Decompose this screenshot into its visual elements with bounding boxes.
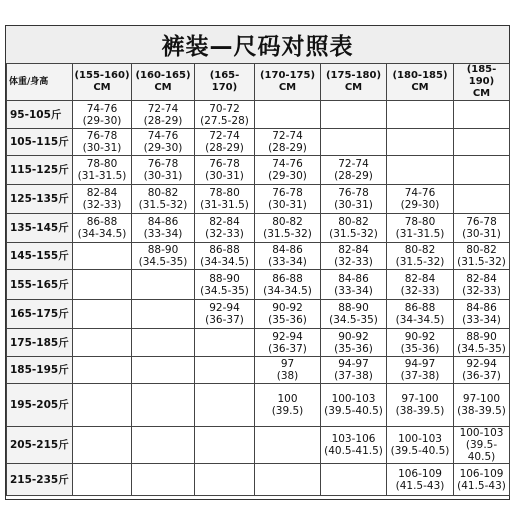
size-inch: (33-34) xyxy=(462,314,501,326)
empty-cell xyxy=(454,129,510,156)
height-col-header: (160-165) CM xyxy=(132,64,195,101)
size-inch: (32-33) xyxy=(462,284,501,297)
size-inch: (28-29) xyxy=(334,170,373,182)
size-cm: 74-76 xyxy=(86,102,118,115)
size-inch: (39.5) xyxy=(271,405,304,417)
size-cm: 76-78 xyxy=(86,130,118,142)
size-cm: 103-106 xyxy=(331,433,376,445)
size-cell xyxy=(387,329,454,357)
size-cell xyxy=(454,329,510,357)
size-cell xyxy=(255,214,321,243)
size-cell xyxy=(321,329,387,357)
height-col-header: (170-175) CM xyxy=(255,64,321,101)
size-inch: (28-29) xyxy=(205,142,244,154)
size-cm: 106-109 xyxy=(459,467,504,480)
size-inch: (36-37) xyxy=(462,370,501,382)
size-cm: 92-94 xyxy=(466,358,497,370)
size-cell xyxy=(321,427,387,464)
size-cell xyxy=(255,270,321,300)
size-inch: (31.5-32) xyxy=(138,199,188,211)
size-cm: 100-103 xyxy=(398,433,442,445)
size-cm: 86-88 xyxy=(209,244,240,256)
size-cm: 88-90 xyxy=(209,272,240,285)
size-inch: (35-36) xyxy=(268,314,307,326)
size-cm: 82-84 xyxy=(466,272,497,285)
empty-cell xyxy=(132,357,195,384)
size-cm: 106-109 xyxy=(398,467,442,480)
empty-cell xyxy=(321,129,387,156)
size-cell xyxy=(255,329,321,357)
size-cm: 78-80 xyxy=(404,216,436,228)
weight-label: 145-155斤 xyxy=(7,243,73,270)
weight-label: 195-205斤 xyxy=(7,384,73,427)
size-inch: (29-30) xyxy=(143,142,183,154)
empty-cell xyxy=(387,129,454,156)
weight-label: 175-185斤 xyxy=(7,329,73,357)
size-cm: 76-78 xyxy=(338,187,369,199)
size-cm: 90-92 xyxy=(404,330,436,343)
size-cm: 97-100 xyxy=(401,393,439,405)
empty-cell xyxy=(132,464,195,496)
empty-cell xyxy=(73,464,132,496)
size-cm: 97 xyxy=(280,358,295,370)
size-cm: 84-86 xyxy=(272,244,303,256)
size-cell xyxy=(321,214,387,243)
size-inch: (29-30) xyxy=(82,114,122,127)
empty-cell xyxy=(73,270,132,300)
size-cell xyxy=(132,243,195,270)
size-cell xyxy=(132,214,195,243)
table-row xyxy=(7,243,510,270)
chart-title: 裤装—尺码对照表 xyxy=(6,26,509,64)
size-cell xyxy=(387,427,454,464)
size-cm: 86-88 xyxy=(272,272,303,285)
size-cm: 78-80 xyxy=(209,187,240,199)
size-cm: 88-90 xyxy=(466,330,497,343)
empty-cell xyxy=(132,427,195,464)
size-cm: 90-92 xyxy=(272,302,303,314)
size-cell xyxy=(321,185,387,214)
size-inch: (37-38) xyxy=(400,370,440,382)
size-cm: 80-82 xyxy=(272,216,303,228)
size-cm: 72-74 xyxy=(147,102,179,115)
size-cm: 80-82 xyxy=(147,187,179,199)
size-cm: 76-78 xyxy=(147,158,179,170)
size-cell xyxy=(454,464,510,496)
size-cell xyxy=(454,300,510,329)
size-inch: (35-36) xyxy=(400,342,440,355)
size-cell xyxy=(255,357,321,384)
empty-cell xyxy=(255,464,321,496)
table-row xyxy=(7,270,510,300)
size-inch: (34.5-35) xyxy=(138,256,188,268)
size-inch: (40.5-41.5) xyxy=(324,445,383,457)
size-cm: 76-78 xyxy=(272,187,303,199)
empty-cell xyxy=(454,101,510,129)
size-inch: (28-29) xyxy=(268,142,307,154)
size-cell xyxy=(73,156,132,185)
size-cell xyxy=(132,129,195,156)
size-cm: 92-94 xyxy=(209,302,240,314)
empty-cell xyxy=(321,101,387,129)
size-cm: 94-97 xyxy=(404,358,436,370)
size-inch: (27.5-28) xyxy=(200,114,249,127)
weight-label: 155-165斤 xyxy=(7,270,73,300)
empty-cell xyxy=(387,101,454,129)
empty-cell xyxy=(195,357,255,384)
table-row xyxy=(7,129,510,156)
size-cm: 82-84 xyxy=(404,272,436,285)
size-cell xyxy=(132,156,195,185)
empty-cell xyxy=(73,243,132,270)
empty-cell xyxy=(195,384,255,427)
size-inch: (30-31) xyxy=(205,170,244,182)
empty-cell xyxy=(454,185,510,214)
size-inch: (33-34) xyxy=(334,284,373,297)
empty-cell xyxy=(73,329,132,357)
size-inch: (31.5-32) xyxy=(329,228,378,240)
size-cell xyxy=(255,185,321,214)
size-cell xyxy=(321,270,387,300)
empty-cell xyxy=(255,101,321,129)
size-cm: 78-80 xyxy=(86,158,118,170)
size-cm: 88-90 xyxy=(338,302,369,314)
size-inch: (29-30) xyxy=(268,170,307,182)
size-cell xyxy=(454,384,510,427)
size-cm: 82-84 xyxy=(338,244,369,256)
size-cm: 100-103 xyxy=(459,427,504,439)
size-inch: (34-34.5) xyxy=(200,256,249,268)
size-cell xyxy=(255,300,321,329)
empty-cell xyxy=(132,384,195,427)
size-cell xyxy=(255,243,321,270)
header-row xyxy=(7,64,510,101)
size-cm: 80-82 xyxy=(338,216,369,228)
empty-cell xyxy=(73,300,132,329)
size-inch: (32-33) xyxy=(205,228,244,240)
size-cm: 84-86 xyxy=(338,272,369,285)
size-cm: 80-82 xyxy=(466,244,497,256)
size-inch: (29-30) xyxy=(400,199,440,211)
height-col-header: (155-160) CM xyxy=(73,64,132,101)
size-inch: (31.5-32) xyxy=(395,256,445,268)
height-col-header: (165- 170) xyxy=(195,64,255,101)
size-cell xyxy=(73,185,132,214)
size-cm: 100-103 xyxy=(331,393,376,405)
size-inch: (36-37) xyxy=(205,314,244,326)
size-inch: (39.5-40.5) xyxy=(390,445,450,457)
size-cell xyxy=(454,243,510,270)
size-inch: (30-31) xyxy=(143,170,183,182)
size-inch: (32-33) xyxy=(400,284,440,297)
size-cm: 84-86 xyxy=(147,216,179,228)
weight-label: 95-105斤 xyxy=(7,101,73,129)
empty-cell xyxy=(73,384,132,427)
size-cell xyxy=(387,357,454,384)
empty-cell xyxy=(132,329,195,357)
size-cm: 74-76 xyxy=(272,158,303,170)
size-cm: 76-78 xyxy=(209,158,240,170)
size-cell xyxy=(321,300,387,329)
size-inch: (30-31) xyxy=(268,199,307,211)
empty-cell xyxy=(321,464,387,496)
size-inch: (37-38) xyxy=(334,370,373,382)
size-cell xyxy=(73,214,132,243)
empty-cell xyxy=(73,357,132,384)
table-row xyxy=(7,427,510,464)
empty-cell xyxy=(255,427,321,464)
size-cm: 70-72 xyxy=(209,102,240,115)
size-inch: (30-31) xyxy=(82,142,122,154)
table-row xyxy=(7,185,510,214)
size-cm: 97-100 xyxy=(462,393,501,405)
table-row xyxy=(7,300,510,329)
size-inch: (36-37) xyxy=(268,342,307,355)
size-inch: (35-36) xyxy=(334,342,373,355)
table-row xyxy=(7,384,510,427)
weight-label: 205-215斤 xyxy=(7,427,73,464)
size-inch: (32-33) xyxy=(334,256,373,268)
table-row xyxy=(7,357,510,384)
size-inch: (39.5-40.5) xyxy=(324,405,383,417)
size-cm: 74-76 xyxy=(404,187,436,199)
size-inch: (31-31.5) xyxy=(200,199,249,211)
size-cell xyxy=(195,243,255,270)
empty-cell xyxy=(195,464,255,496)
size-cell xyxy=(321,384,387,427)
size-inch: (33-34) xyxy=(268,256,307,268)
height-col-header: (180-185) CM xyxy=(387,64,454,101)
size-cell xyxy=(73,101,132,129)
size-inch: (28-29) xyxy=(143,114,183,127)
size-cell xyxy=(195,300,255,329)
size-cm: 88-90 xyxy=(147,244,179,256)
size-inch: (34.5-35) xyxy=(200,284,249,297)
size-cell xyxy=(195,156,255,185)
size-inch: (34-34.5) xyxy=(395,314,445,326)
size-cell xyxy=(454,427,510,464)
weight-label: 115-125斤 xyxy=(7,156,73,185)
size-cell xyxy=(255,156,321,185)
size-cell xyxy=(387,464,454,496)
weight-label: 215-235斤 xyxy=(7,464,73,496)
table-row xyxy=(7,214,510,243)
size-cell xyxy=(255,129,321,156)
table-row xyxy=(7,329,510,357)
weight-label: 165-175斤 xyxy=(7,300,73,329)
height-col-header: (175-180) CM xyxy=(321,64,387,101)
weight-label: 105-115斤 xyxy=(7,129,73,156)
size-cm: 72-74 xyxy=(338,158,369,170)
size-cm: 80-82 xyxy=(404,244,436,256)
empty-cell xyxy=(387,156,454,185)
size-cm: 76-78 xyxy=(466,216,497,228)
size-inch: (38-39.5) xyxy=(457,405,506,417)
size-cm: 84-86 xyxy=(466,302,497,314)
table-row xyxy=(7,156,510,185)
size-cm: 72-74 xyxy=(272,130,303,142)
size-inch: (41.5-43) xyxy=(457,479,506,492)
size-inch: (30-31) xyxy=(462,228,501,240)
size-cm: 82-84 xyxy=(209,216,240,228)
size-cell xyxy=(454,270,510,300)
empty-cell xyxy=(132,270,195,300)
size-inch: (38) xyxy=(276,370,299,382)
empty-cell xyxy=(73,427,132,464)
size-cell xyxy=(132,101,195,129)
size-inch: (38-39.5) xyxy=(395,405,445,417)
size-cm: 86-88 xyxy=(86,216,118,228)
empty-cell xyxy=(132,300,195,329)
size-inch: (32-33) xyxy=(82,199,122,211)
table-row xyxy=(7,464,510,496)
weight-label: 185-195斤 xyxy=(7,357,73,384)
size-inch: (31-31.5) xyxy=(395,228,445,240)
table-row xyxy=(7,101,510,129)
size-cell xyxy=(195,185,255,214)
size-cell xyxy=(255,384,321,427)
height-col-header: (185-190) CM xyxy=(454,64,510,101)
size-cm: 74-76 xyxy=(147,130,179,142)
size-inch: (31-31.5) xyxy=(77,170,127,182)
size-cell xyxy=(387,243,454,270)
empty-cell xyxy=(195,427,255,464)
size-cm: 92-94 xyxy=(272,330,303,343)
size-inch: (34.5-35) xyxy=(329,314,378,326)
size-cell xyxy=(321,243,387,270)
size-cell xyxy=(195,129,255,156)
size-cm: 94-97 xyxy=(338,358,369,370)
size-inch: (39.5-40.5) xyxy=(465,439,498,463)
size-inch: (31.5-32) xyxy=(457,256,506,268)
size-cm: 100 xyxy=(277,393,298,405)
size-cell xyxy=(132,185,195,214)
empty-cell xyxy=(454,156,510,185)
size-cell xyxy=(321,357,387,384)
weight-label: 135-145斤 xyxy=(7,214,73,243)
size-inch: (31.5-32) xyxy=(263,228,312,240)
size-cell xyxy=(454,214,510,243)
size-cell xyxy=(387,300,454,329)
corner-label: 体重/身高 xyxy=(7,64,73,101)
size-chart xyxy=(5,25,510,500)
size-inch: (34-34.5) xyxy=(263,284,312,297)
size-cell xyxy=(195,214,255,243)
size-inch: (34-34.5) xyxy=(77,228,127,240)
size-cell xyxy=(387,214,454,243)
table-body xyxy=(7,101,510,496)
size-cm: 90-92 xyxy=(338,330,369,343)
size-cm: 82-84 xyxy=(86,187,118,199)
size-cell xyxy=(387,185,454,214)
size-cm: 86-88 xyxy=(404,302,436,314)
weight-label: 125-135斤 xyxy=(7,185,73,214)
size-cell xyxy=(321,156,387,185)
size-cell xyxy=(195,101,255,129)
size-cell xyxy=(387,270,454,300)
size-inch: (30-31) xyxy=(334,199,373,211)
size-cm: 72-74 xyxy=(209,130,240,142)
size-cell xyxy=(454,357,510,384)
size-inch: (41.5-43) xyxy=(395,479,445,492)
size-inch: (33-34) xyxy=(143,228,183,240)
size-cell xyxy=(73,129,132,156)
size-cell xyxy=(195,270,255,300)
empty-cell xyxy=(195,329,255,357)
size-table xyxy=(6,63,510,496)
size-cell xyxy=(387,384,454,427)
size-inch: (34.5-35) xyxy=(457,342,506,355)
